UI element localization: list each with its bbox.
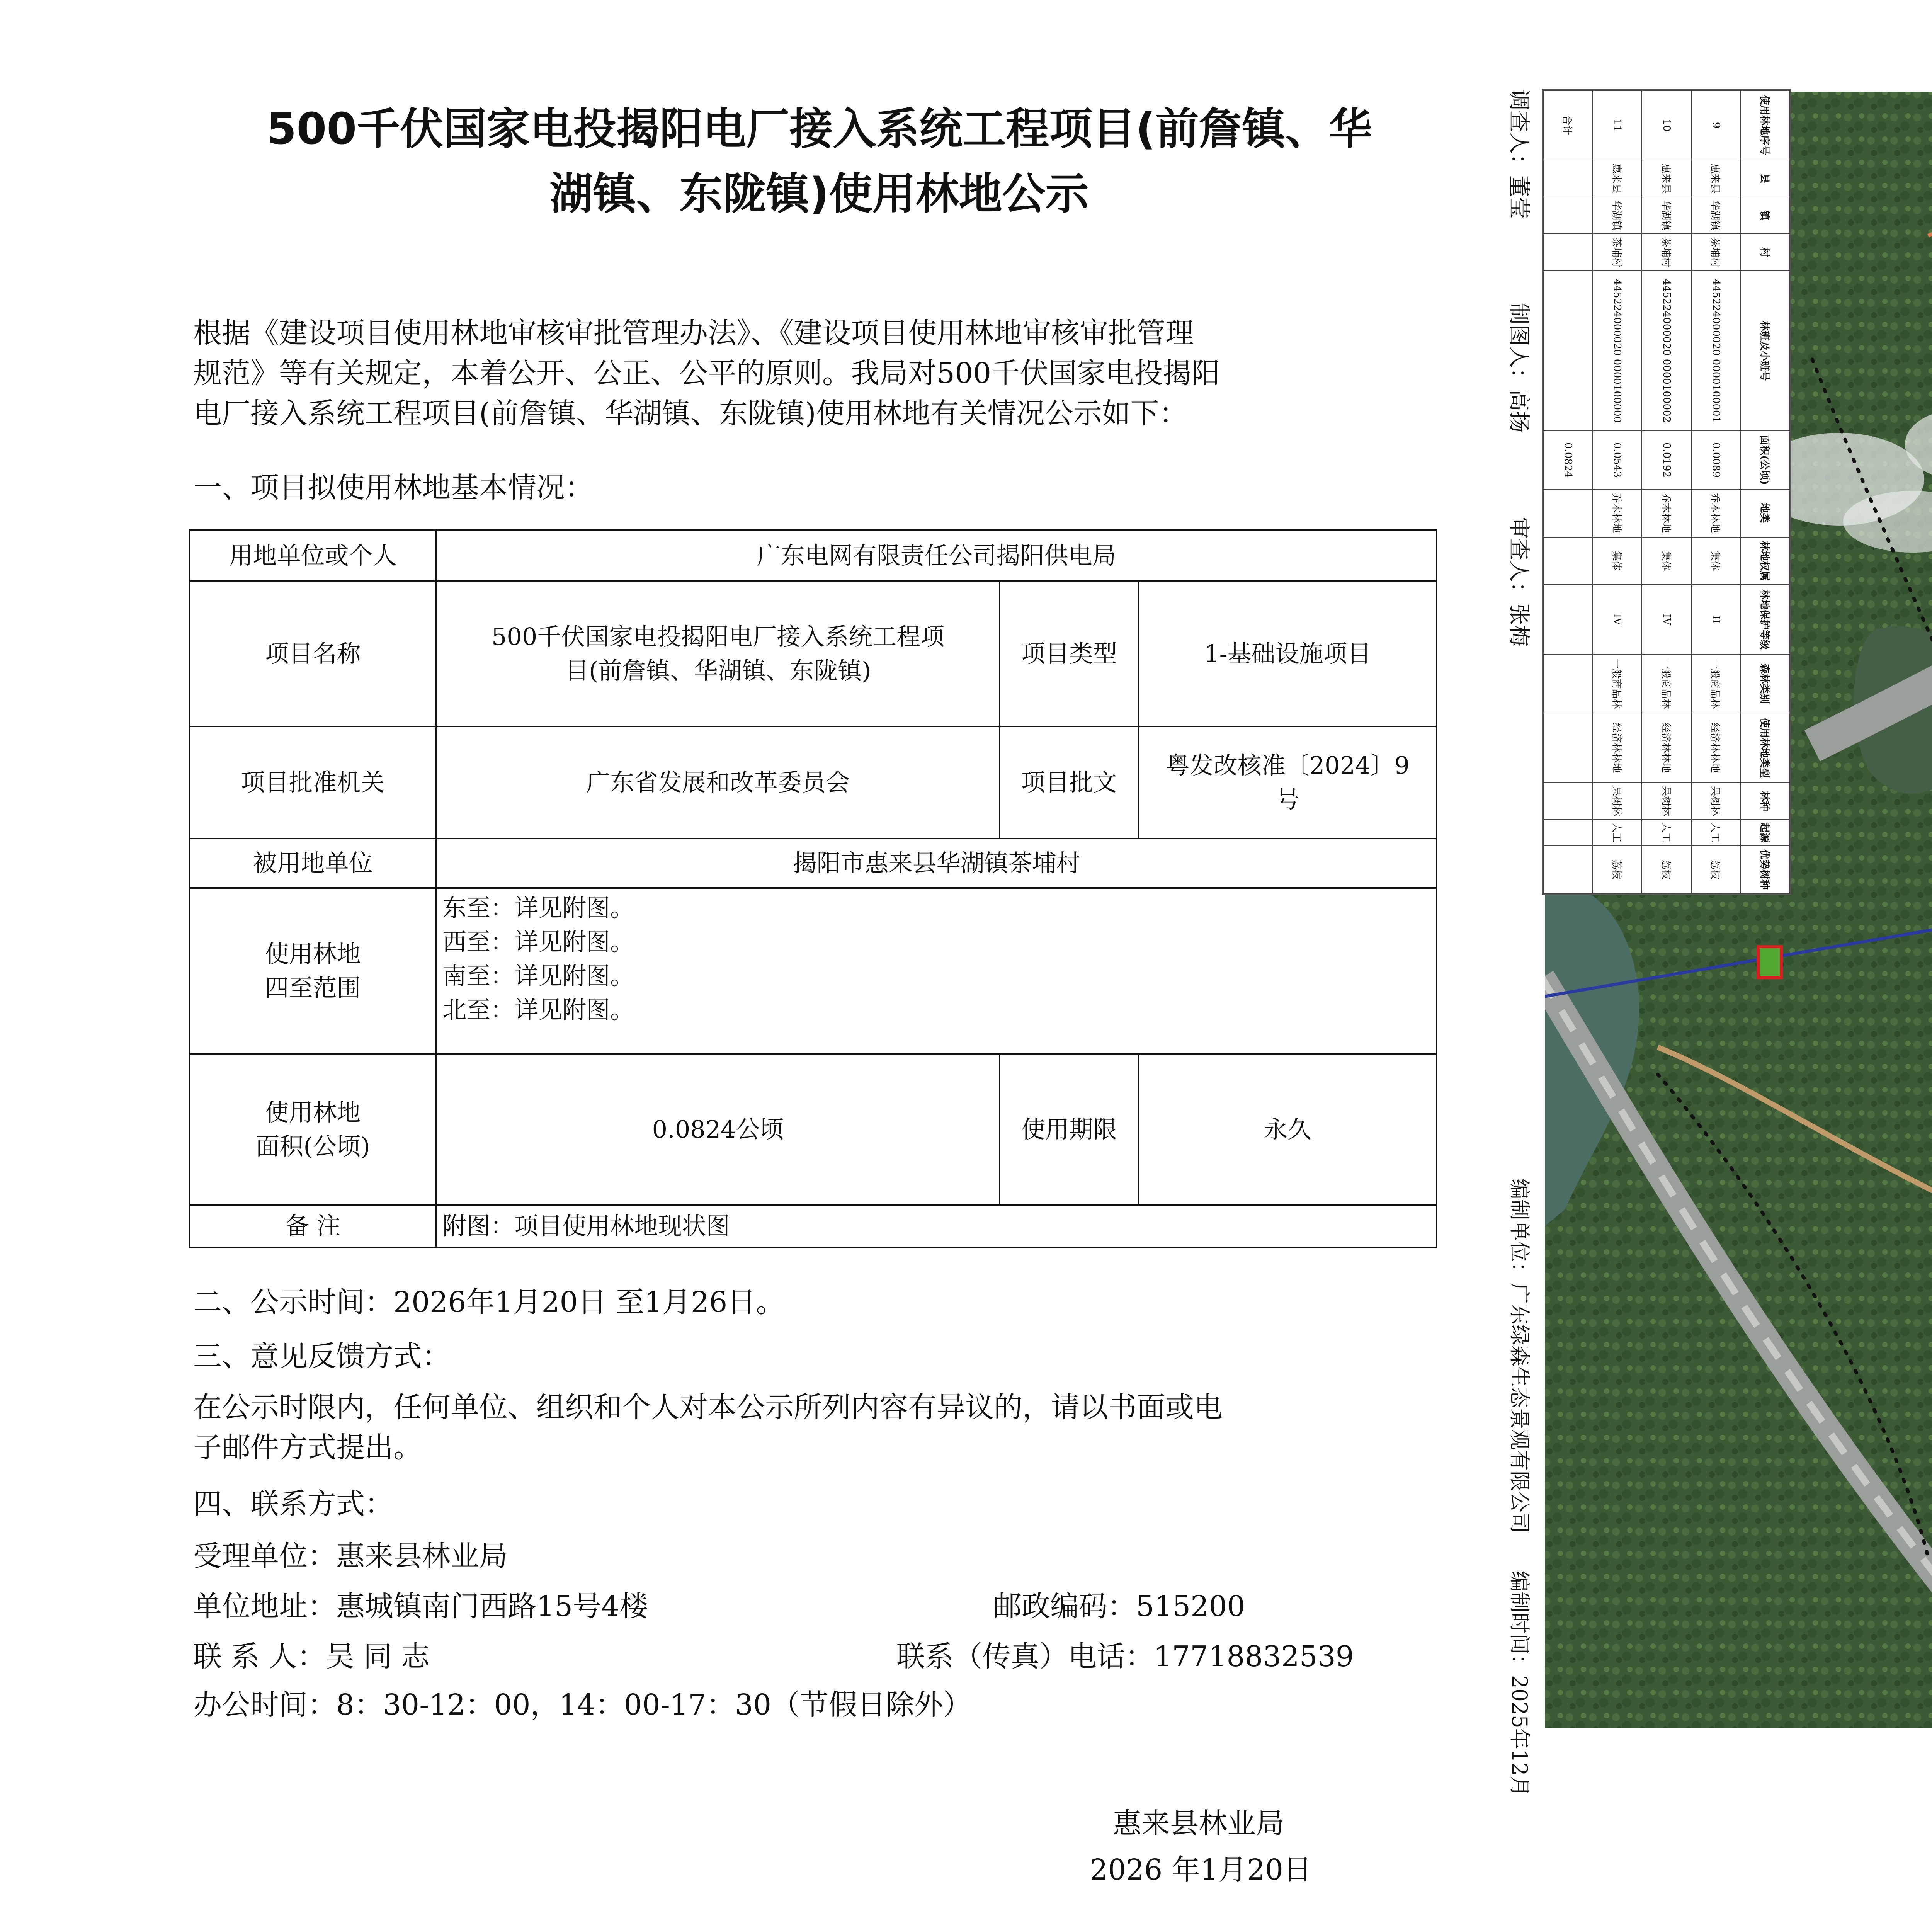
- stats-header-row: [1740, 90, 1790, 893]
- compiler: 编制单位：广东绿森生态景观有限公司: [1507, 1179, 1532, 1533]
- boundary-west: 西至：详见附图。: [442, 928, 634, 956]
- stats-cell: 0.0824: [1543, 431, 1593, 489]
- approval-doc-line-1: 粤发改核准〔2024〕9: [1165, 751, 1410, 779]
- project-info-table: [189, 529, 1437, 1248]
- value-project-name: [436, 581, 1000, 726]
- stats-cell: 445224000020 0000100001: [1691, 271, 1741, 431]
- compile-date: 编制时间：2025年12月: [1507, 1571, 1532, 1797]
- stats-header-cell: 镇: [1740, 197, 1790, 234]
- map-credits-top: [1505, 89, 1536, 647]
- stats-cell: 人工: [1593, 820, 1642, 845]
- contact-phone: 联系（传真）电话：17718832539: [896, 1640, 1354, 1673]
- stats-cell: 10: [1642, 90, 1691, 160]
- feedback-line-2: 子邮件方式提出。: [193, 1431, 422, 1464]
- stats-cell: 荔枝: [1593, 845, 1642, 893]
- label-project-name: 项目名称: [189, 581, 436, 726]
- value-approval-doc: [1139, 726, 1437, 839]
- stats-cell: [1543, 782, 1593, 820]
- signature-org: 惠来县林业局: [1113, 1807, 1284, 1840]
- value-remarks: 附图：项目使用林地现状图: [436, 1205, 1437, 1247]
- stats-cell: [1543, 271, 1593, 431]
- stats-cell: 乔木林地: [1593, 489, 1642, 537]
- stats-header-cell: 林地权属: [1740, 537, 1790, 585]
- table-row: [189, 726, 1437, 839]
- stats-table: [1543, 90, 1790, 894]
- value-duration: 永久: [1139, 1054, 1437, 1205]
- intro-line-1: 根据《建设项目使用林地审核审批管理办法》、《建设项目使用林地审核审批管理: [193, 316, 1194, 350]
- label-approval-doc: 项目批文: [1000, 726, 1139, 839]
- stats-cell: 合计: [1543, 90, 1593, 160]
- stats-cell: 445224000020 0000100000: [1593, 271, 1642, 431]
- drafter: 制图人：高扬: [1506, 303, 1531, 433]
- contact-address: 单位地址：惠城镇南门西路15号4楼: [193, 1590, 648, 1623]
- contact-unit: 受理单位：惠来县林业局: [193, 1539, 508, 1573]
- label-boundary: [189, 888, 436, 1054]
- reviewer: 审查人：张梅: [1506, 517, 1531, 647]
- stats-cell: 集体: [1642, 537, 1691, 585]
- stats-cell: 一般商品林: [1593, 654, 1642, 713]
- stats-cell: 0.0543: [1593, 431, 1642, 489]
- stats-header-cell: 使用林地类型: [1740, 713, 1790, 782]
- stats-cell: 茶埔村: [1642, 234, 1691, 271]
- label-area: [189, 1054, 436, 1205]
- stats-cell: 果树林: [1593, 782, 1642, 820]
- stats-cell: 集体: [1593, 537, 1642, 585]
- stats-cell: 经济林林地: [1691, 713, 1741, 782]
- stats-cell: 乔木林地: [1642, 489, 1691, 537]
- stats-cell: 一般商品林: [1691, 654, 1741, 713]
- stats-cell: [1543, 585, 1593, 654]
- stats-cell: II: [1691, 585, 1741, 654]
- stats-cell: 经济林林地: [1642, 713, 1691, 782]
- stats-header-cell: 优势树种: [1740, 845, 1790, 893]
- feedback-line-1: 在公示时限内，任何单位、组织和个人对本公示所列内容有异议的，请以书面或电: [193, 1391, 1223, 1424]
- stats-cell: 茶埔村: [1691, 234, 1741, 271]
- forest-status-map: [1542, 89, 1932, 1731]
- stats-header-cell: 地类: [1740, 489, 1790, 537]
- stats-cell: 0.0192: [1642, 431, 1691, 489]
- stats-cell: 华湖镇: [1691, 197, 1741, 234]
- project-name-line-2: 目(前詹镇、华湖镇、东陇镇): [565, 657, 871, 685]
- stats-cell: 华湖镇: [1642, 197, 1691, 234]
- stats-cell: [1543, 654, 1593, 713]
- stats-table-panel: [1542, 89, 1791, 895]
- stats-cell: [1543, 197, 1593, 234]
- title-line-2: 湖镇、东陇镇)使用林地公示: [549, 169, 1089, 219]
- stats-header-cell: 村: [1740, 234, 1790, 271]
- stats-cell: [1543, 820, 1593, 845]
- label-project-type: 项目类型: [1000, 581, 1139, 726]
- area-label-line-2: 面积(公顷): [255, 1132, 370, 1160]
- area-label-line-1: 使用林地: [265, 1098, 361, 1126]
- value-project-type: 1-基础设施项目: [1139, 581, 1437, 726]
- stats-cell: 惠来县: [1691, 160, 1741, 197]
- office-hours: 办公时间：8：30-12：00，14：00-17：30（节假日除外）: [193, 1688, 972, 1721]
- label-remarks: 备 注: [189, 1205, 436, 1247]
- stats-cell: [1543, 713, 1593, 782]
- stats-table-body: [1543, 90, 1790, 893]
- label-duration: 使用期限: [1000, 1054, 1139, 1205]
- approval-doc-line-2: 号: [1276, 785, 1300, 813]
- label-occupied-unit: 被用地单位: [189, 839, 436, 888]
- stats-header-cell: 县: [1740, 160, 1790, 197]
- table-row: [189, 839, 1437, 888]
- stats-row: [1593, 90, 1642, 893]
- value-approval-authority: 广东省发展和改革委员会: [436, 726, 1000, 839]
- label-land-user: 用地单位或个人: [189, 530, 436, 581]
- stats-row: [1642, 90, 1691, 893]
- boundary-label-line-2: 四至范围: [265, 974, 361, 1002]
- intro-line-2: 规范》等有关规定，本着公开、公正、公平的原则。我局对500千伏国家电投揭阳: [193, 357, 1220, 390]
- stats-header-cell: 林种: [1740, 782, 1790, 820]
- value-boundary: [436, 888, 1437, 1054]
- intro-paragraph: [193, 313, 1453, 434]
- boundary-east: 东至：详见附图。: [442, 894, 634, 922]
- stats-cell: IV: [1642, 585, 1691, 654]
- stats-cell: 人工: [1691, 820, 1741, 845]
- section-1-heading: 一、项目拟使用林地基本情况：: [193, 471, 594, 504]
- stats-cell: [1543, 234, 1593, 271]
- stats-cell: 人工: [1642, 820, 1691, 845]
- intro-line-3: 电厂接入系统工程项目(前詹镇、华湖镇、东陇镇)使用林地有关情况公示如下：: [193, 397, 1188, 430]
- label-approval-authority: 项目批准机关: [189, 726, 436, 839]
- stats-cell: 果树林: [1691, 782, 1741, 820]
- stats-header-cell: 起源: [1740, 820, 1790, 845]
- stats-cell: 荔枝: [1642, 845, 1691, 893]
- map-credits-bottom: [1506, 1179, 1536, 1796]
- stats-cell: 乔木林地: [1691, 489, 1741, 537]
- contact-person: 联 系 人：吴 同 志: [193, 1640, 430, 1673]
- feedback-paragraph: [193, 1387, 1453, 1468]
- value-occupied-unit: 揭阳市惠来县华湖镇茶埔村: [436, 839, 1437, 888]
- contact-postcode: 邮政编码：515200: [993, 1590, 1245, 1623]
- value-area: 0.0824公顷: [436, 1054, 1000, 1205]
- signature-date: 2026 年1月20日: [1090, 1853, 1312, 1886]
- project-name-line-1: 500千伏国家电投揭阳电厂接入系统工程项: [491, 623, 945, 651]
- stats-row: [1543, 90, 1593, 893]
- table-row: [189, 1054, 1437, 1205]
- table-row: [189, 581, 1437, 726]
- boundary-south: 南至：详见附图。: [442, 962, 634, 990]
- stats-cell: 11: [1593, 90, 1642, 160]
- investigator: 调查人：董莹: [1506, 89, 1531, 219]
- section-4-heading: 四、联系方式：: [193, 1487, 393, 1521]
- stats-cell: 茶埔村: [1593, 234, 1642, 271]
- section-2-time: 二、公示时间：2026年1月20日 至1月26日。: [193, 1286, 785, 1319]
- stats-row: [1691, 90, 1741, 893]
- stats-cell: [1543, 845, 1593, 893]
- stats-cell: 果树林: [1642, 782, 1691, 820]
- stats-cell: 集体: [1691, 537, 1741, 585]
- stats-cell: 华湖镇: [1593, 197, 1642, 234]
- value-land-user: 广东电网有限责任公司揭阳供电局: [436, 530, 1437, 581]
- stats-cell: IV: [1593, 585, 1642, 654]
- boundary-label-line-1: 使用林地: [265, 940, 361, 968]
- stats-cell: 经济林林地: [1593, 713, 1642, 782]
- table-row: [189, 888, 1437, 1054]
- stats-header-cell: 林地保护等级: [1740, 585, 1790, 654]
- stats-header-cell: 林班及小班号: [1740, 271, 1790, 431]
- stats-cell: [1543, 160, 1593, 197]
- table-row: [189, 530, 1437, 581]
- boundary-north: 北至：详见附图。: [442, 996, 634, 1024]
- stats-table-rotated: [1543, 90, 1790, 894]
- stats-cell: 惠来县: [1593, 160, 1642, 197]
- stats-cell: [1543, 489, 1593, 537]
- stats-header-cell: 使用林地序号: [1740, 90, 1790, 160]
- stats-cell: 一般商品林: [1642, 654, 1691, 713]
- stats-cell: 荔枝: [1691, 845, 1741, 893]
- stats-cell: 惠来县: [1642, 160, 1691, 197]
- table-row: [189, 1205, 1437, 1247]
- stats-cell: 9: [1691, 90, 1741, 160]
- stats-cell: [1543, 537, 1593, 585]
- stats-header-cell: 森林类别: [1740, 654, 1790, 713]
- page-title: [185, 97, 1453, 226]
- stats-cell: 445224000020 0000100002: [1642, 271, 1691, 431]
- section-3-heading: 三、意见反馈方式：: [193, 1340, 451, 1373]
- title-line-1: 500千伏国家电投揭阳电厂接入系统工程项目(前詹镇、华: [266, 104, 1372, 154]
- stats-header-cell: 面积(公顷): [1740, 431, 1790, 489]
- tower-site-polygon: [1758, 947, 1781, 978]
- stats-cell: 0.0089: [1691, 431, 1741, 489]
